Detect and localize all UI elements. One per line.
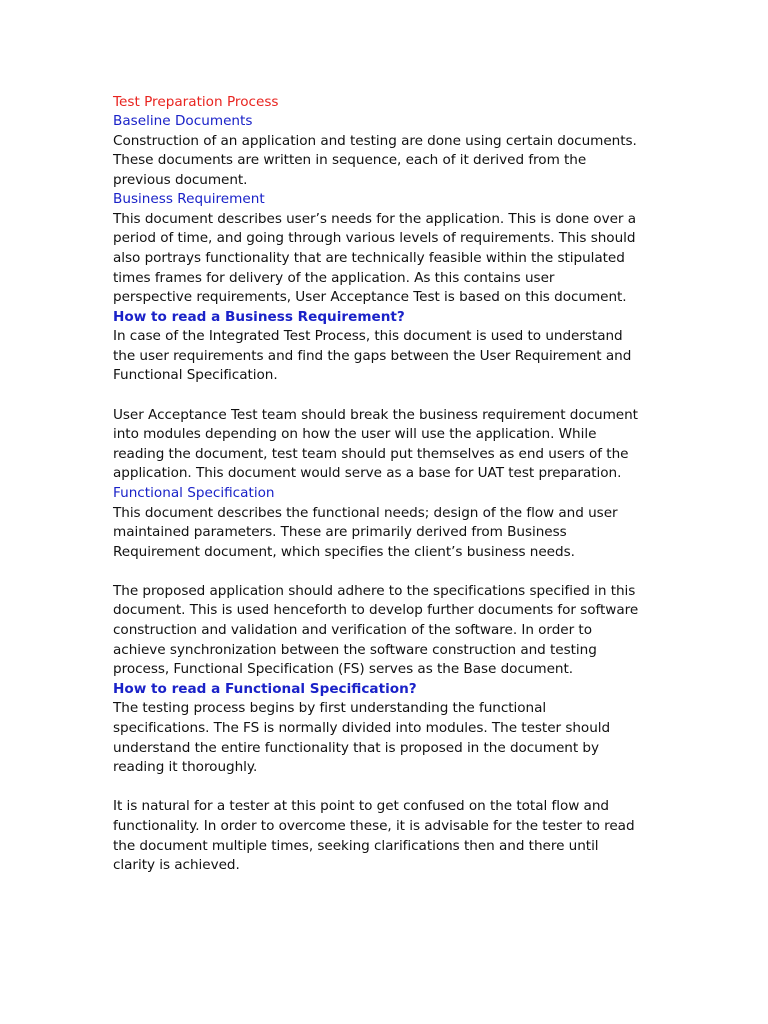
text-line: period of time, and going through various levels of requirements. This should: [113, 230, 636, 247]
paragraph: [113, 406, 653, 484]
text-line: perspective requirements, User Acceptance Test is based on this document.: [113, 289, 627, 306]
text-line: previous document.: [113, 171, 248, 188]
text-line: Construction of an application and testing are done using certain documents.: [113, 132, 637, 149]
document-title: Test Preparation Process: [113, 94, 279, 110]
text-line: application. This document would serve as a base for UAT test preparation.: [113, 465, 622, 482]
paragraph: [113, 327, 653, 386]
document-body: [113, 112, 653, 876]
section-heading-business-requirement: Business Requirement: [113, 191, 265, 208]
text-line: The testing process begins by first understanding the functional: [113, 700, 547, 717]
section-heading-functional-specification: Functional Specification: [113, 485, 275, 501]
section-how-to-read-functional-specification: [113, 680, 653, 876]
text-line: the document multiple times, seeking clarifications then and there until: [113, 837, 599, 854]
paragraph-spacer: [113, 778, 653, 798]
text-line: In case of the Integrated Test Process, this document is used to understand: [113, 328, 623, 345]
text-line: into modules depending on how the user will use the application. While: [113, 426, 597, 443]
text-line: specifications. The FS is normally divided into modules. The tester should: [113, 719, 611, 736]
paragraph: [113, 699, 653, 777]
text-line: reading it thoroughly.: [113, 759, 258, 776]
text-line: understand the entire functionality that is proposed in the document by: [113, 739, 599, 756]
text-line: Requirement document, which specifies the client’s business needs.: [113, 543, 575, 560]
paragraph-spacer: [113, 386, 653, 406]
text-line: achieve synchronization between the software construction and testing: [113, 641, 597, 658]
text-line: This document describes user’s needs for the application. This is done over a: [113, 210, 636, 227]
section-functional-specification: [113, 484, 653, 680]
section-heading-baseline-documents: Baseline Documents: [113, 113, 253, 129]
section-business-requirement: [113, 190, 653, 307]
paragraph-spacer: [113, 562, 653, 582]
section-how-to-read-business-requirement: [113, 308, 653, 484]
section-heading-how-to-read-functional-specification: How to read a Functional Specification?: [113, 680, 417, 697]
text-line: maintained parameters. These are primarily derived from Business: [113, 524, 567, 541]
text-line: It is natural for a tester at this point to get confused on the total flow and: [113, 798, 609, 815]
text-line: the user requirements and find the gaps between the User Requirement and: [113, 347, 632, 364]
paragraph: [113, 132, 653, 191]
document-page: [113, 92, 653, 876]
paragraph: [113, 504, 653, 563]
text-line: The proposed application should adhere to the specifications specified in this: [113, 582, 636, 599]
text-line: times frames for delivery of the application. As this contains user: [113, 269, 555, 286]
text-line: process, Functional Specification (FS) serves as the Base document.: [113, 661, 574, 678]
paragraph: [113, 582, 653, 680]
paragraph: [113, 210, 653, 308]
text-line: User Acceptance Test team should break the business requirement document: [113, 406, 638, 423]
paragraph: [113, 797, 653, 875]
text-line: also portrays functionality that are technically feasible within the stipulated: [113, 249, 625, 266]
text-line: This document describes the functional needs; design of the flow and user: [113, 504, 618, 521]
text-line: These documents are written in sequence, each of it derived from the: [113, 152, 587, 169]
text-line: clarity is achieved.: [113, 857, 240, 874]
text-line: reading the document, test team should put themselves as end users of the: [113, 445, 629, 462]
text-line: functionality. In order to overcome these, it is advisable for the tester to read: [113, 817, 635, 834]
section-heading-how-to-read-business-requirement: How to read a Business Requirement?: [113, 308, 405, 325]
section-baseline-documents: [113, 112, 653, 190]
text-line: construction and validation and verification of the software. In order to: [113, 622, 592, 639]
text-line: Functional Specification.: [113, 367, 278, 384]
text-line: document. This is used henceforth to develop further documents for software: [113, 602, 639, 619]
